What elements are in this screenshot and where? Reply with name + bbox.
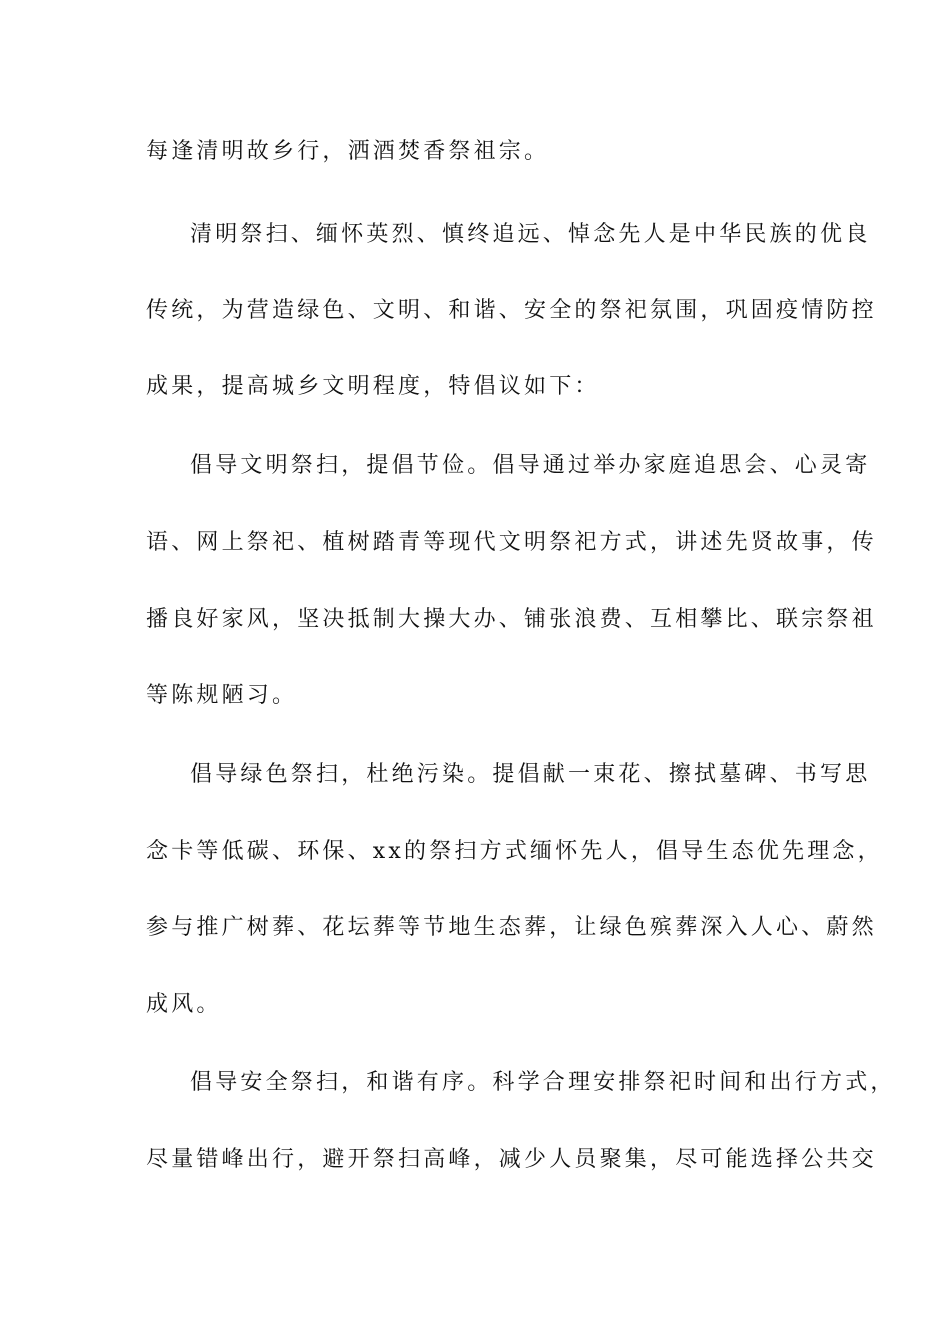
text-line: 等陈规陋习。 [146,683,298,708]
text-line: 传统，为营造绿色、文明、和谐、安全的祭祀氛围，巩固疫情防控 [146,298,877,323]
paragraph-first-line: 清明祭扫、缅怀英烈、慎终追远、悼念先人是中华民族的优良 [190,222,871,247]
text-line: 成风。 [146,992,222,1017]
paragraph-first-line: 倡导绿色祭扫，杜绝污染。提倡献一束花、擦拭墓碑、书写思 [190,762,871,787]
text-line: 播良好家风，坚决抵制大操大办、铺张浪费、互相攀比、联宗祭祖 [146,607,877,632]
text-line: 参与推广树葬、花坛葬等节地生态葬，让绿色殡葬深入人心、蔚然 [146,915,877,940]
text-line: 成果，提高城乡文明程度，特倡议如下： [146,374,600,399]
paragraph-first-line: 倡导安全祭扫，和谐有序。科学合理安排祭祀时间和出行方式， [190,1070,896,1095]
text-line: 每逢清明故乡行，洒酒焚香祭祖宗。 [146,139,550,164]
text-line: 语、网上祭祀、植树踏青等现代文明祭祀方式，讲述先贤故事，传 [146,530,877,555]
text-line: 念卡等低碳、环保、xx的祭扫方式缅怀先人，倡导生态优先理念， [146,839,883,864]
paragraph-first-line: 倡导文明祭扫，提倡节俭。倡导通过举办家庭追思会、心灵寄 [190,453,871,478]
text-line: 尽量错峰出行，避开祭扫高峰，减少人员聚集，尽可能选择公共交 [146,1147,877,1172]
